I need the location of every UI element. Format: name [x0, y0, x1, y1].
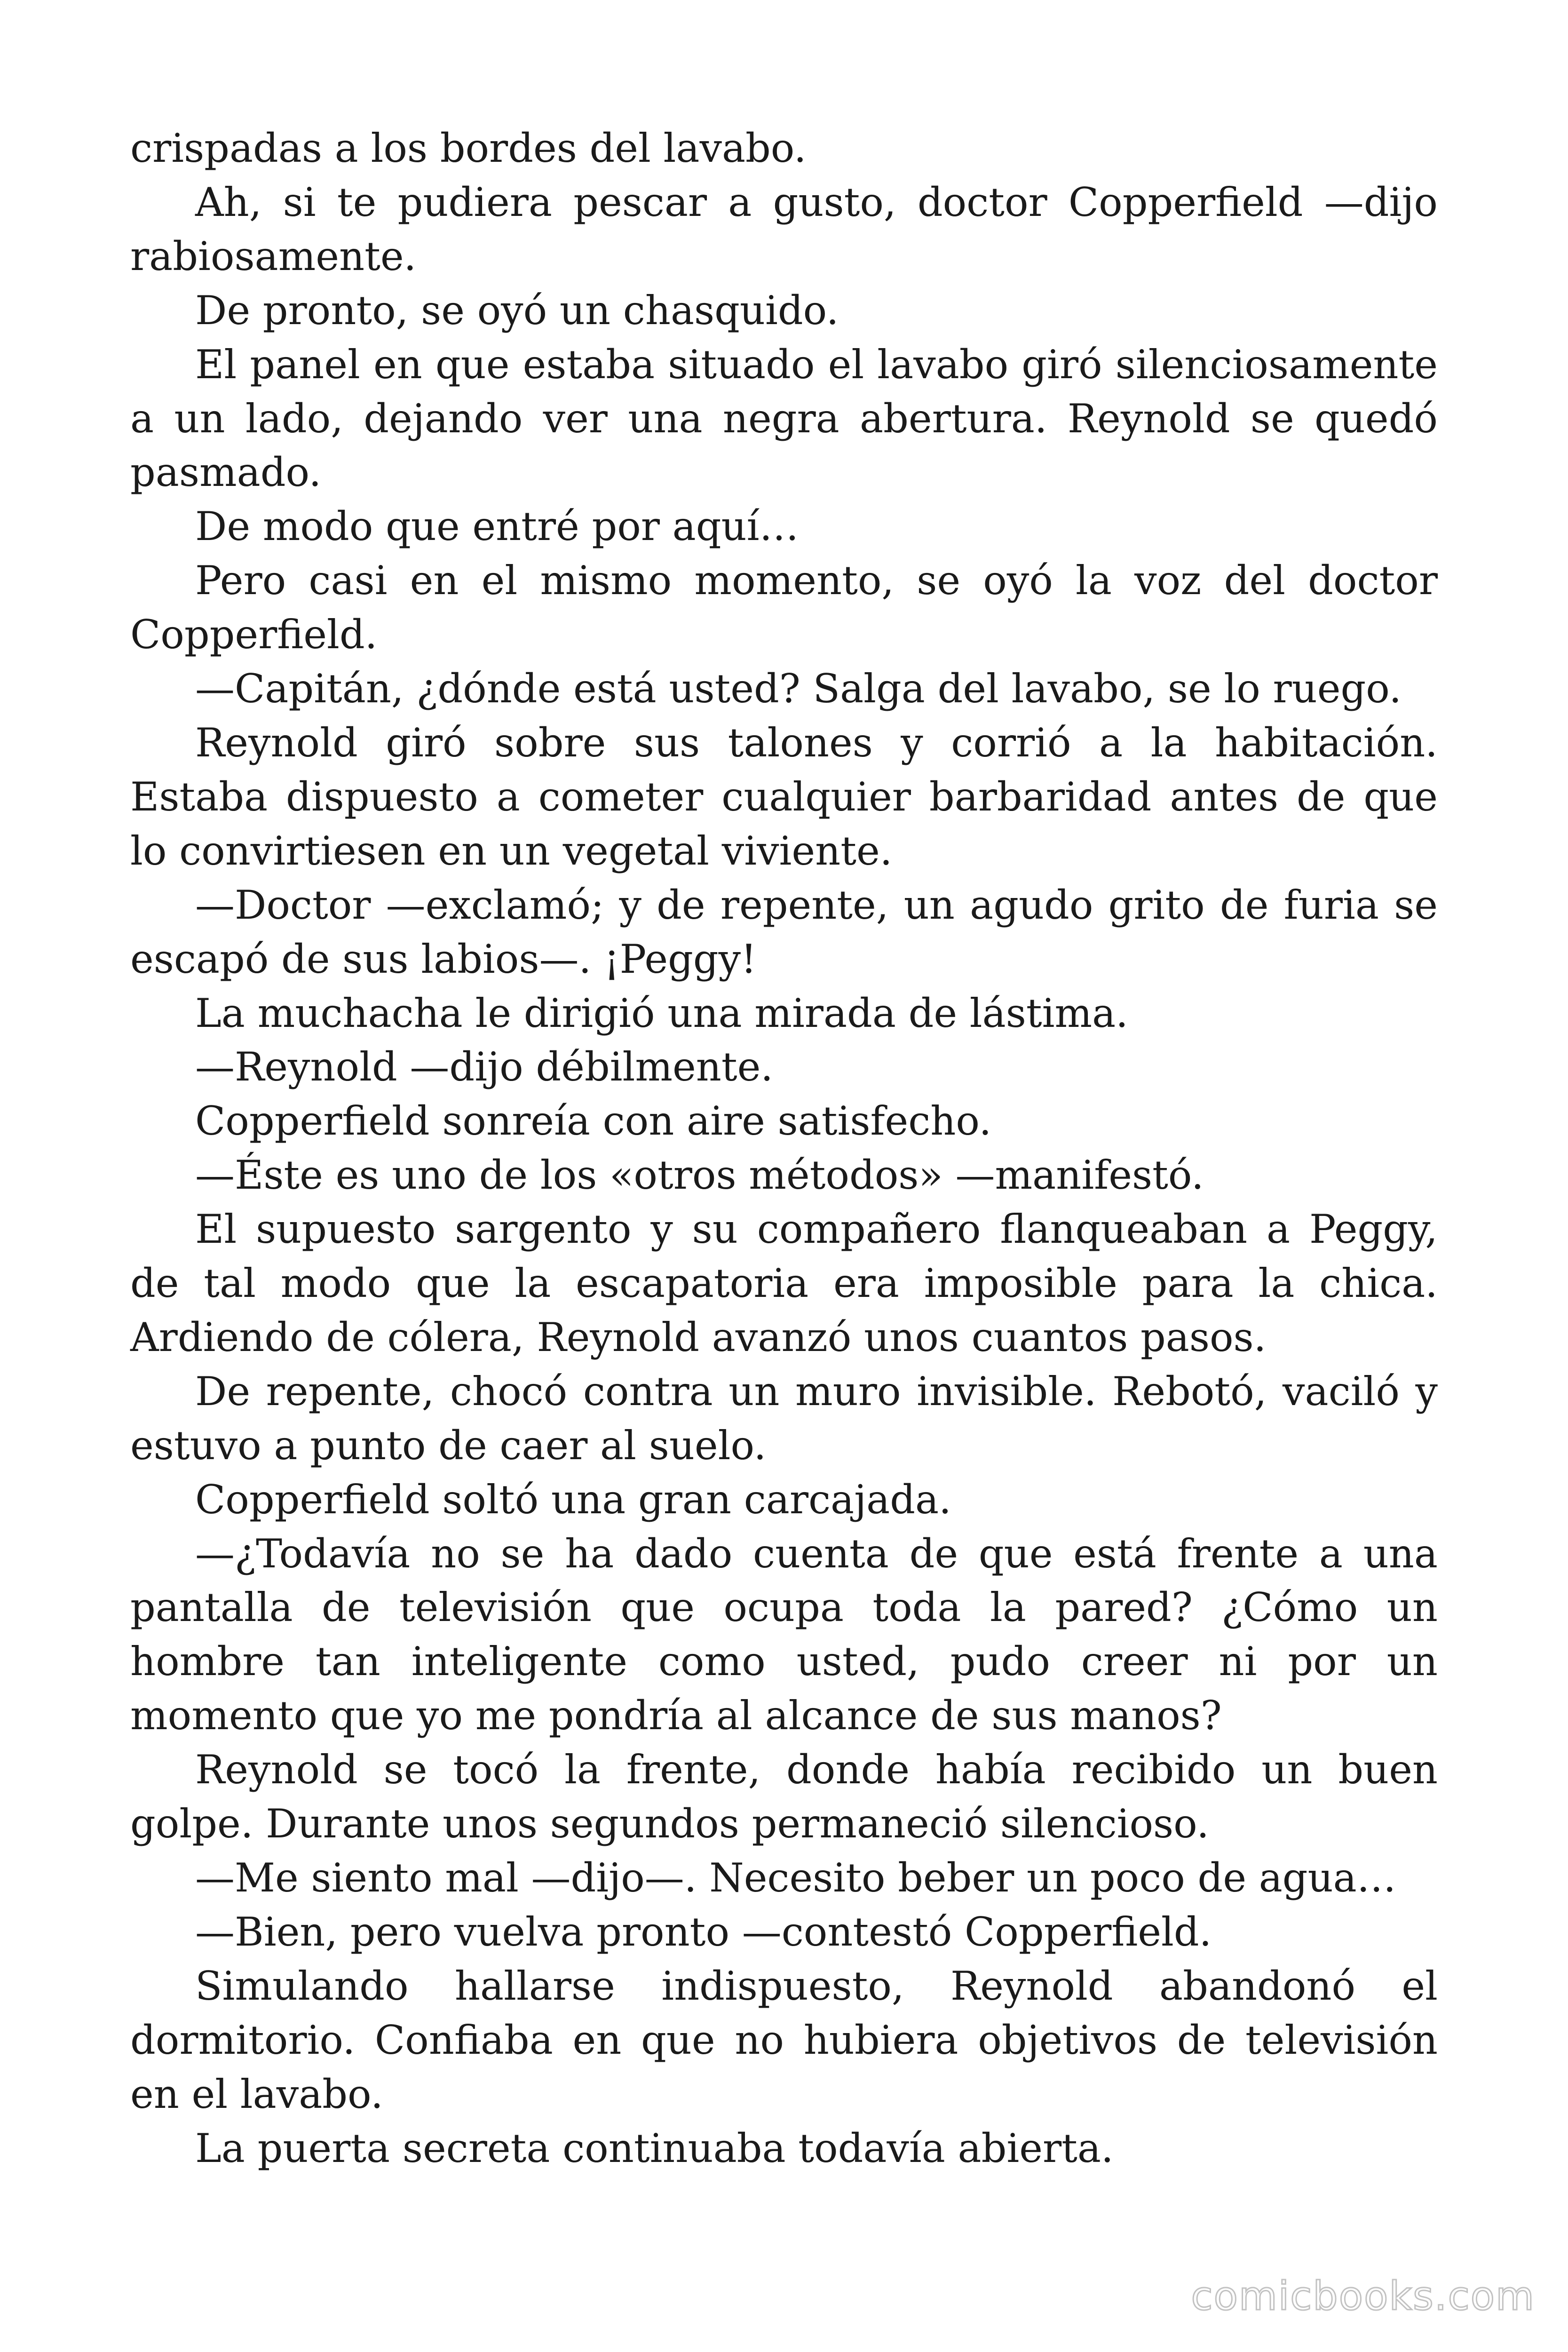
paragraph: —¿Todavía no se ha dado cuenta de que está frente a una pantalla de televisión que ocupa toda la pared? ¿Cómo un hombre tan inteligente como usted, pudo creer ni por un momento que yo me pondría al alcance de sus manos? [130, 1530, 1438, 1739]
paragraph: Copperfield sonreía con aire satisfecho. [195, 1098, 992, 1144]
paragraph: Simulando hallarse indispuesto, Reynold abandonó el dormitorio. Confiaba en que no hubiera objetivos de televisión en el lavabo. [130, 1963, 1438, 2117]
paragraph: El supuesto sargento y su compañero flanqueaban a Peggy, de tal modo que la escapatoria era imposible para la chica. Ardiendo de cólera, Reynold avanzó unos cuantos pasos. [130, 1206, 1438, 1360]
paragraph: La muchacha le dirigió una mirada de lástima. [195, 990, 1128, 1036]
paragraph: Pero casi en el mismo momento, se oyó la voz del doctor Copperfield. [130, 557, 1438, 658]
paragraph: De repente, chocó contra un muro invisible. Rebotó, vaciló y estuvo a punto de caer al suelo. [130, 1368, 1438, 1469]
book-page-text [130, 121, 1438, 2175]
paragraph: Ah, si te pudiera pescar a gusto, doctor Copperfield —dijo rabiosamente. [130, 179, 1438, 279]
paragraph: Reynold se tocó la frente, donde había recibido un buen golpe. Durante unos segundos permaneció silencioso. [130, 1747, 1438, 1847]
paragraph: —Reynold —dijo débilmente. [195, 1044, 773, 1090]
paragraph: Reynold giró sobre sus talones y corrió a la habitación. Estaba dispuesto a cometer cualquier barbaridad antes de que lo convirtiesen en un vegetal viviente. [130, 719, 1438, 874]
paragraph: De modo que entré por aquí… [195, 503, 799, 550]
paragraph: De pronto, se oyó un chasquido. [195, 287, 839, 334]
paragraph: El panel en que estaba situado el lavabo giró silenciosamente a un lado, dejando ver una negra abertura. Reynold se quedó pasmado. [130, 341, 1438, 496]
paragraph: —Bien, pero vuelva pronto —contestó Copperfield. [195, 1908, 1212, 1955]
paragraph: Copperfield soltó una gran carcajada. [195, 1476, 951, 1523]
paragraph: —Capitán, ¿dónde está usted? Salga del lavabo, se lo ruego. [195, 666, 1402, 712]
paragraph: La puerta secreta continuaba todavía abierta. [195, 2125, 1114, 2171]
paragraph: crispadas a los bordes del lavabo. [130, 125, 807, 171]
site-watermark: comicbooks.com [1191, 2273, 1535, 2319]
paragraph: —Éste es uno de los «otros métodos» —manifestó. [195, 1152, 1204, 1199]
paragraph: —Me siento mal —dijo—. Necesito beber un poco de agua… [195, 1855, 1396, 1901]
paragraph: —Doctor —exclamó; y de repente, un agudo grito de furia se escapó de sus labios—. ¡Peggy! [130, 882, 1438, 982]
